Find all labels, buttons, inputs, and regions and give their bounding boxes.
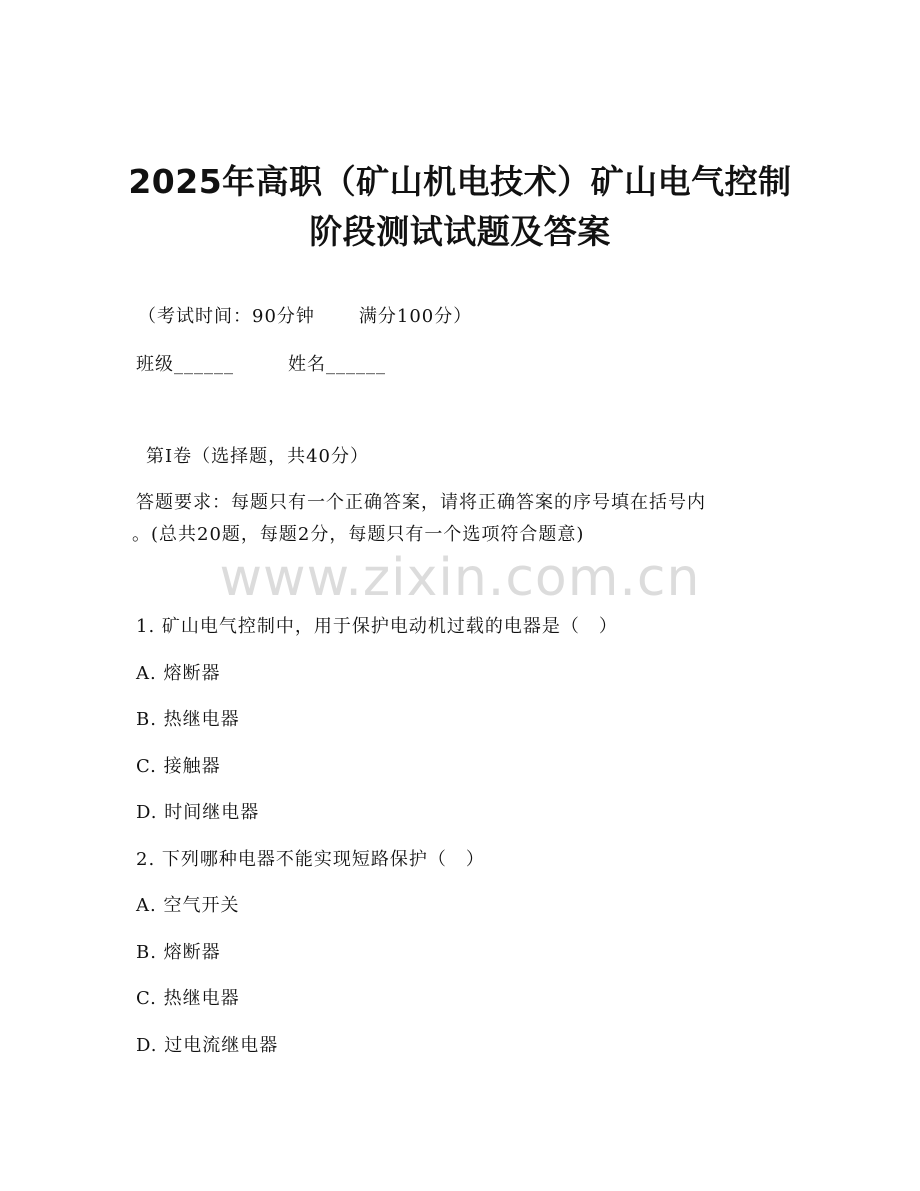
question-1-option-c: C. 接触器 xyxy=(136,756,221,777)
question-2-option-b: B. 熔断器 xyxy=(136,942,221,963)
document-title-line1: 2025年高职（矿山机电技术）矿山电气控制 xyxy=(128,162,792,201)
watermark: www.zixin.com.cn xyxy=(219,548,701,608)
exam-time: （考试时间：90分钟 xyxy=(138,306,315,327)
instructions-line1: 答题要求：每题只有一个正确答案，请将正确答案的序号填在括号内 xyxy=(136,492,706,513)
section-title: 第I卷（选择题，共40分） xyxy=(146,446,370,467)
question-1-option-b: B. 热继电器 xyxy=(136,709,240,730)
student-fields xyxy=(136,350,386,376)
question-1-option-a: A. 熔断器 xyxy=(136,663,221,684)
question-2-option-d: D. 过电流继电器 xyxy=(136,1035,279,1056)
exam-info xyxy=(138,302,472,328)
class-field: 班级______ xyxy=(136,354,234,375)
name-field: 姓名______ xyxy=(288,354,386,375)
document-title-line2: 阶段测试试题及答案 xyxy=(309,212,611,251)
question-1-stem: 1. 矿山电气控制中，用于保护电动机过载的电器是（ ） xyxy=(136,616,618,637)
question-2-option-a: A. 空气开关 xyxy=(136,895,240,916)
question-2-option-c: C. 热继电器 xyxy=(136,988,240,1009)
question-1-option-d: D. 时间继电器 xyxy=(136,802,260,823)
question-2-stem: 2. 下列哪种电器不能实现短路保护（ ） xyxy=(136,849,485,870)
exam-full-score: 满分100分） xyxy=(358,306,473,327)
instructions-line2: 。(总共20题，每题2分，每题只有一个选项符合题意) xyxy=(132,524,585,545)
